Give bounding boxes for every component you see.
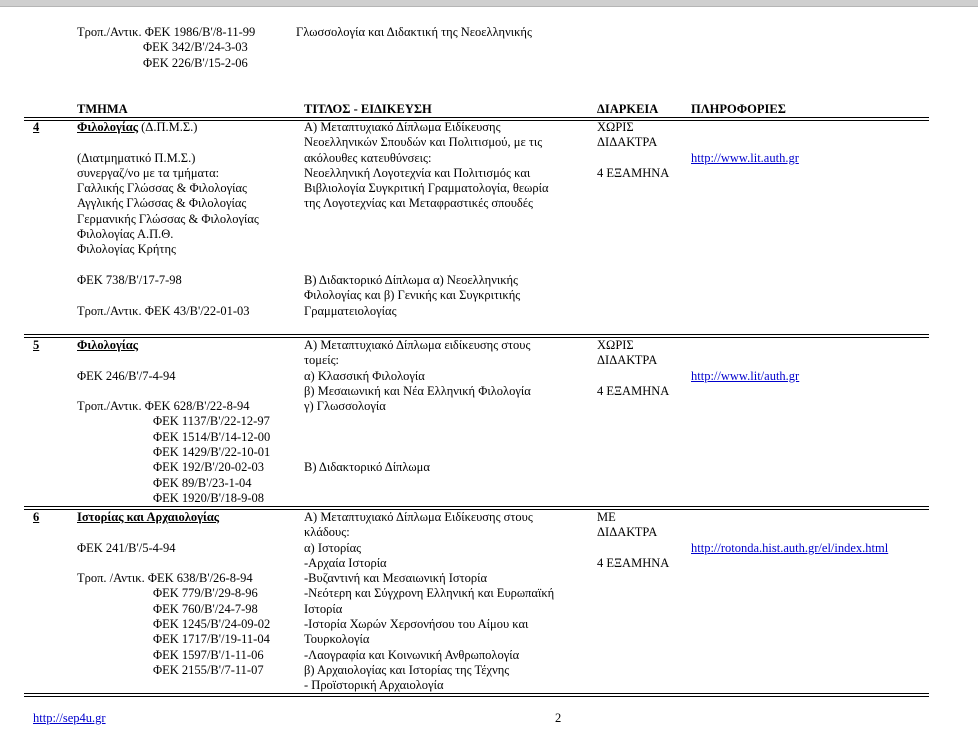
duration-line: ΧΩΡΙΣ (597, 338, 634, 352)
dept-line: (Διατμηματικό Π.Μ.Σ.) (77, 150, 196, 165)
dept-fek: ΦΕΚ 1920/Β'/18-9-08 (153, 490, 265, 505)
title-line: κλάδους: (304, 525, 350, 540)
row-duration (597, 510, 669, 571)
dept-line: Φιλολογίας Α.Π.Θ. (77, 227, 174, 242)
dept-fek: ΦΕΚ 192/Β'/20-02-03 (153, 460, 265, 475)
title-line: α) Ιστορίας (304, 540, 362, 555)
title-line: Τουρκολογία (304, 632, 370, 647)
title-line (304, 258, 549, 273)
title-line: Γραμματειολογίας (304, 303, 397, 318)
row-dept (77, 510, 270, 678)
dept-fek: ΦΕΚ 1429/Β'/22-10-01 (153, 445, 271, 460)
dept-fek: ΦΕΚ 1597/Β'/1-11-06 (153, 647, 264, 662)
dept-fek: ΦΕΚ 779/Β'/29-8-96 (153, 586, 258, 601)
title-line (304, 227, 549, 242)
header-title: ΤΙΤΛΟΣ - ΕΙΔΙΚΕΥΣΗ (304, 102, 432, 116)
title-line (304, 242, 549, 257)
dept-line (77, 556, 270, 571)
dept-name: Ιστορίας και Αρχαιολογίας (77, 510, 220, 524)
title-line: Α) Μεταπτυχιακό Δίπλωμα Ειδίκευσης (304, 120, 501, 134)
dept-name: Φιλολογίας (77, 338, 138, 352)
duration-line: ΔΙΔΑΚΤΡΑ (597, 353, 658, 368)
info-link[interactable]: http://www.lit.auth.gr (691, 151, 799, 165)
header-duration: ΔΙΑΡΚΕΙΑ (597, 102, 659, 116)
dept-fek: ΦΕΚ 1245/Β'/24-09-02 (153, 617, 271, 632)
duration-line (597, 151, 669, 166)
info-link[interactable]: http://rotonda.hist.auth.gr/el/index.html (691, 541, 889, 555)
row-title (304, 120, 549, 319)
duration-line (597, 541, 669, 556)
title-line: γ) Γλωσσολογία (304, 399, 386, 414)
title-line: Φιλολογίας και β) Γενικής και Συγκριτικής (304, 288, 521, 303)
title-line: - Προϊστορική Αρχαιολογία (304, 678, 444, 693)
dept-line: Τροπ./Αντικ. ΦΕΚ 628/Β'/22-8-94 (77, 399, 250, 414)
title-line: -Νεότερη και Σύγχρονη Ελληνική και Ευρωπαϊκή (304, 586, 555, 601)
title-line: τομείς: (304, 353, 340, 368)
title-line (304, 414, 531, 429)
row-duration (597, 338, 669, 399)
duration-line: ΧΩΡΙΣ (597, 120, 634, 134)
dept-fek: ΦΕΚ 1717/Β'/19-11-04 (153, 632, 270, 647)
duration-line: 4 ΕΞΑΜΗΝΑ (597, 383, 670, 398)
dept-line (77, 135, 259, 150)
table-rule (24, 506, 929, 507)
dept-line: Φιλολογίας Κρήτης (77, 242, 176, 257)
row-number: 5 (33, 338, 40, 352)
header-dept: ΤΜΗΜΑ (77, 102, 128, 116)
duration-line: ΔΙΔΑΚΤΡΑ (597, 525, 658, 540)
row-duration (597, 120, 669, 181)
dept-line: ΦΕΚ 738/Β'/17-7-98 (77, 272, 182, 287)
title-line (304, 430, 531, 445)
top-fek-line: ΦΕΚ 342/Β'/24-3-03 (143, 40, 248, 55)
dept-line: ΦΕΚ 246/Β'/7-4-94 (77, 368, 176, 383)
dept-line (77, 258, 259, 273)
title-line: Νεοελληνικών Σπουδών και Πολιτισμού, με τις (304, 135, 543, 150)
table-rule (24, 117, 929, 118)
dept-line: ΦΕΚ 241/Β'/5-4-94 (77, 540, 176, 555)
dept-fek: ΦΕΚ 1514/Β'/14-12-00 (153, 429, 271, 444)
dept-suffix: (Δ.Π.Μ.Σ.) (138, 120, 198, 134)
row-title (304, 338, 531, 476)
table-rule (24, 696, 929, 697)
title-line: ακόλουθες κατευθύνσεις: (304, 150, 432, 165)
title-line: -Αρχαία Ιστορία (304, 555, 387, 570)
title-line: α) Κλασσική Φιλολογία (304, 368, 425, 383)
title-line: Α) Μεταπτυχιακό Δίπλωμα ειδίκευσης στους (304, 338, 531, 352)
top-fek-list (77, 25, 255, 71)
row-number: 6 (33, 510, 40, 524)
table-rule (24, 693, 929, 694)
dept-line: Τροπ. /Αντικ. ΦΕΚ 638/Β'/26-8-94 (77, 571, 253, 586)
dept-line (77, 288, 259, 303)
dept-line: συνεργαζ/νο με τα τμήματα: (77, 165, 220, 180)
title-line: β) Μεσαιωνική και Νέα Ελληνική Φιλολογία (304, 383, 531, 398)
dept-fek: ΦΕΚ 2155/Β'/7-11-07 (153, 662, 264, 677)
dept-name: Φιλολογίας (77, 120, 138, 134)
title-line (304, 212, 549, 227)
title-line: -Βυζαντινή και Μεσαιωνική Ιστορία (304, 571, 488, 586)
dept-line: Γερμανικής Γλώσσας & Φιλολογίας (77, 211, 259, 226)
title-line: β) Αρχαιολογίας και Ιστορίας της Τέχνης (304, 662, 510, 677)
dept-line (77, 525, 270, 540)
dept-line (77, 384, 270, 399)
title-line: -Ιστορία Χωρών Χερσονήσου του Αίμου και (304, 617, 529, 632)
row-number: 4 (33, 120, 40, 134)
table-rule (24, 334, 929, 335)
footer-link[interactable]: http://sep4u.gr (33, 711, 106, 725)
page-number: 2 (555, 711, 562, 725)
top-title: Γλωσσολογία και Διδακτική της Νεοελληνικής (296, 25, 532, 39)
duration-line (597, 369, 669, 384)
title-line: Ιστορία (304, 601, 343, 616)
title-line (304, 445, 531, 460)
title-line: Νεοελληνική Λογοτεχνία και Πολιτισμός και (304, 165, 531, 180)
viewer-top-bar (0, 0, 978, 7)
info-link[interactable]: http://www.lit/auth.gr (691, 369, 800, 383)
duration-line: ΔΙΔΑΚΤΡΑ (597, 135, 658, 150)
top-fek-line: Τροπ./Αντικ. ΦΕΚ 1986/Β'/8-11-99 (77, 25, 256, 39)
dept-line: Αγγλικής Γλώσσας & Φιλολογίας (77, 196, 247, 211)
dept-fek: ΦΕΚ 89/Β'/23-1-04 (153, 475, 252, 490)
title-line: Α) Μεταπτυχιακό Δίπλωμα Ειδίκευσης στους (304, 510, 533, 524)
row-dept (77, 338, 270, 506)
dept-line: Γαλλικής Γλώσσας & Φιλολογίας (77, 181, 247, 196)
title-line: Βιβλιολογία Συγκριτική Γραμματολογία, θεωρία (304, 181, 549, 196)
dept-fek: ΦΕΚ 1137/Β'/22-12-97 (153, 414, 270, 429)
dept-line (77, 353, 270, 368)
row-title (304, 510, 554, 694)
duration-line: 4 ΕΞΑΜΗΝΑ (597, 165, 670, 180)
row-dept (77, 120, 259, 319)
dept-line: Τροπ./Αντικ. ΦΕΚ 43/Β'/22-01-03 (77, 303, 250, 318)
header-info: ΠΛΗΡΟΦΟΡΙΕΣ (691, 102, 786, 116)
duration-line: ΜΕ (597, 510, 616, 524)
title-line: Β) Διδακτορικό Δίπλωμα α) Νεοελληνικής (304, 272, 518, 287)
title-line: της Λογοτεχνίας και Μεταφραστικές σπουδές (304, 196, 533, 211)
title-line: Β) Διδακτορικό Δίπλωμα (304, 460, 430, 475)
top-fek-line: ΦΕΚ 226/Β'/15-2-06 (143, 55, 248, 70)
duration-line: 4 ΕΞΑΜΗΝΑ (597, 555, 670, 570)
dept-fek: ΦΕΚ 760/Β'/24-7-98 (153, 601, 258, 616)
title-line: -Λαογραφία και Κοινωνική Ανθρωπολογία (304, 647, 520, 662)
